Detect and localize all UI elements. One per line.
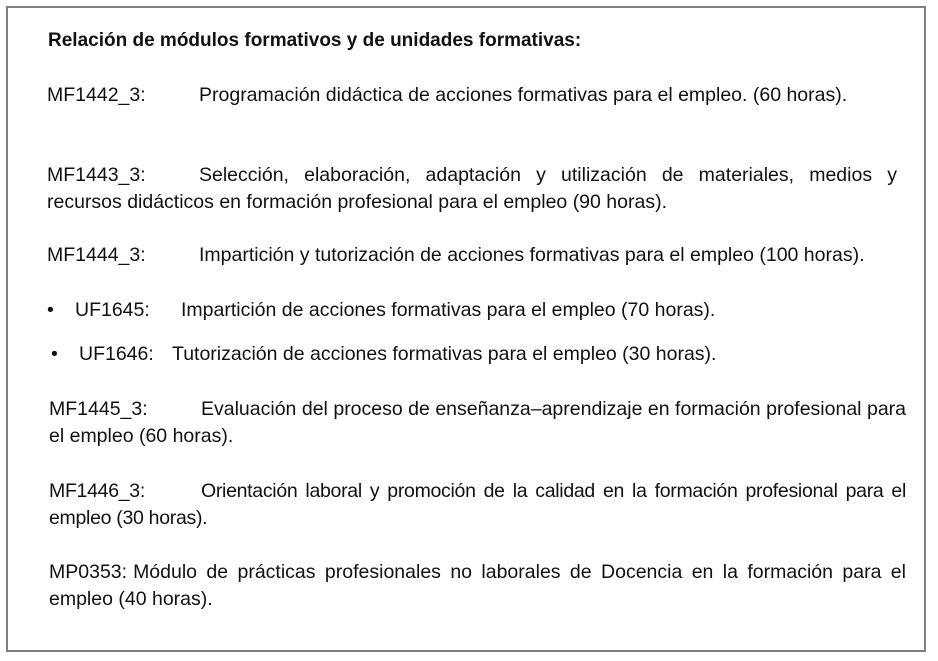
module-mf1443 <box>47 162 897 216</box>
module-code: MF1443_3: <box>47 164 146 186</box>
unit-code: UF1645: <box>75 299 150 321</box>
module-text: Módulo de prácticas profesionales no laborales de Docencia en la formación para el empleo (40 horas). <box>49 561 906 610</box>
module-mp0353 <box>49 559 906 613</box>
page-title: Relación de módulos formativos y de unidades formativas: <box>48 30 582 51</box>
module-code: MP0353: <box>49 561 128 583</box>
module-text: Programación didáctica de acciones formativas para el empleo. (60 horas). <box>199 84 848 106</box>
module-text: Impartición y tutorización de acciones formativas para el empleo (100 horas). <box>199 244 865 266</box>
module-mf1445 <box>49 396 906 450</box>
unit-text: Tutorización de acciones formativas para el empleo (30 horas). <box>172 343 717 365</box>
unit-uf1645 <box>47 297 715 324</box>
module-mf1442 <box>47 82 897 109</box>
unit-code: UF1646: <box>79 343 154 365</box>
unit-text: Impartición de acciones formativas para el empleo (70 horas). <box>181 299 716 321</box>
bullet: • <box>47 299 54 321</box>
module-code: MF1445_3: <box>49 398 148 420</box>
unit-uf1646 <box>51 341 716 368</box>
module-code: MF1442_3: <box>47 84 146 106</box>
module-code: MF1446_3: <box>49 480 145 502</box>
module-text: Evaluación del proceso de enseñanza–aprendizaje en formación profesional para el empleo (60 horas). <box>49 398 906 447</box>
module-text: Orientación laboral y promoción de la calidad en la formación profesional para el empleo (30 horas). <box>49 480 906 529</box>
bullet: • <box>51 343 58 365</box>
module-text: Selección, elaboración, adaptación y utilización de materiales, medios y recursos didácticos en formación profesional para el empleo (90 horas). <box>47 164 897 213</box>
module-mf1446 <box>49 478 906 532</box>
module-code: MF1444_3: <box>47 244 146 266</box>
module-mf1444 <box>47 242 897 269</box>
